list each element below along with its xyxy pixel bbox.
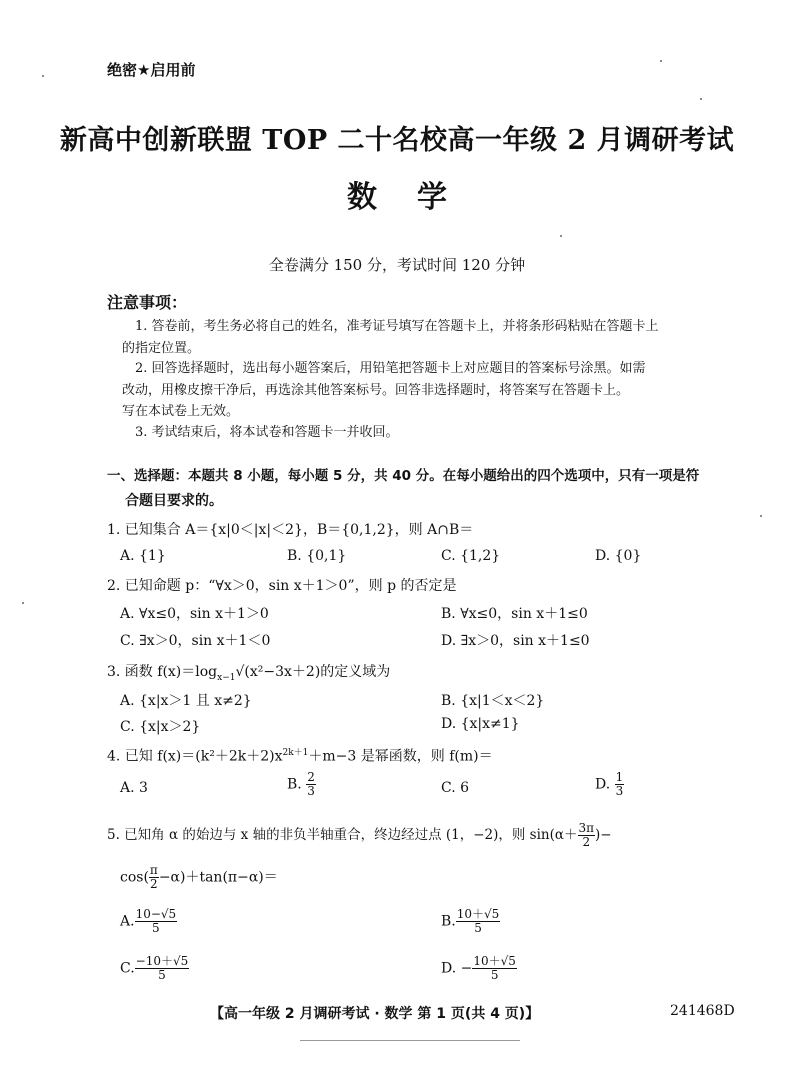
confidential-label: 绝密★启用前 bbox=[107, 61, 196, 79]
question-4-option-b-label: B. bbox=[287, 776, 302, 793]
exam-title: 新高中创新联盟 TOP 二十名校高一年级 2 月调研考试 bbox=[59, 125, 735, 156]
fraction-numerator: 1 bbox=[615, 770, 624, 784]
notice-line-6: 3. 考试结束后，将本试卷和答题卡一并收回。 bbox=[135, 425, 399, 440]
question-1-option-c: C. {1,2} bbox=[441, 548, 501, 564]
question-5-stem-line-2-b: −α)＋tan(π−α)＝ bbox=[158, 869, 278, 886]
question-5-stem-line-2-a: cos( bbox=[120, 869, 149, 886]
fraction-numerator: −10＋√5 bbox=[135, 954, 189, 968]
fraction-numerator: 10−√5 bbox=[135, 907, 177, 921]
question-3-option-c: C. {x|x＞2} bbox=[120, 719, 201, 735]
page-footer: 【高一年级 2 月调研考试 · 数学 第 1 页(共 4 页)】 bbox=[210, 1006, 540, 1022]
question-4-option-b bbox=[287, 771, 316, 798]
notice-line-3: 2. 回答选择题时，选出每小题答案后，用铅笔把答题卡上对应题目的答案标号涂黑。如需 bbox=[135, 361, 646, 376]
question-2-option-d: D. ∃x＞0，sin x＋1≤0 bbox=[441, 633, 590, 649]
section-heading-line-1: 一、选择题：本题共 8 小题，每小题 5 分，共 40 分。在每小题给出的四个选项中，只有一项是符 bbox=[107, 468, 700, 484]
fraction-numerator: π bbox=[149, 863, 158, 877]
question-4-option-d-fraction bbox=[615, 771, 625, 798]
question-5-stem-fraction-1 bbox=[578, 822, 596, 849]
fraction-numerator: 10＋√5 bbox=[456, 907, 500, 921]
section-heading bbox=[107, 464, 739, 514]
scan-speck bbox=[760, 515, 762, 517]
question-4-stem-b: ＋m−3 是幂函数，则 f(m)＝ bbox=[308, 748, 493, 765]
question-3-stem-c: 的定义域为 bbox=[320, 664, 391, 680]
notice-line-1: 1. 答卷前，考生务必将自己的姓名，准考证号填写在答题卡上，并将条形码粘贴在答题卡上 bbox=[135, 319, 659, 334]
question-4-option-a: A. 3 bbox=[120, 780, 148, 796]
fraction-denominator: 2 bbox=[582, 835, 591, 849]
notice-line-5: 写在本试卷上无效。 bbox=[122, 404, 240, 419]
question-3-option-b: B. {x|1＜x＜2} bbox=[441, 693, 545, 709]
question-1-stem: 1. 已知集合 A＝{x|0＜|x|＜2}，B＝{0,1,2}，则 A∩B＝ bbox=[107, 522, 474, 538]
paper-code: 241468D bbox=[670, 1003, 735, 1019]
question-5-option-c-fraction bbox=[135, 955, 190, 982]
question-5-option-a bbox=[120, 908, 177, 935]
question-4-stem bbox=[107, 745, 493, 766]
question-5-option-d-label: D. − bbox=[441, 960, 473, 977]
fraction-denominator: 3 bbox=[307, 784, 315, 798]
footer-rule bbox=[300, 1040, 520, 1041]
notice-line-2: 的指定位置。 bbox=[122, 341, 201, 356]
question-5-option-a-label: A. bbox=[120, 913, 135, 930]
question-1-option-d: D. {0} bbox=[595, 548, 642, 564]
question-5-stem-fraction-2 bbox=[149, 864, 159, 891]
fraction-denominator: 5 bbox=[474, 921, 482, 935]
fraction-numerator: 2 bbox=[307, 770, 315, 784]
scan-speck bbox=[22, 602, 24, 604]
question-2-option-b: B. ∀x≤0，sin x＋1≤0 bbox=[441, 606, 588, 622]
scan-speck bbox=[42, 75, 44, 77]
question-4-exponent: 2k＋1 bbox=[282, 748, 309, 758]
section-heading-line-2: 合题目要求的。 bbox=[125, 493, 223, 509]
fraction-denominator: 5 bbox=[490, 968, 499, 982]
question-3-stem-a: 3. 函数 f(x)＝log bbox=[107, 664, 218, 680]
question-4-option-d-label: D. bbox=[595, 776, 611, 793]
question-1-option-a: A. {1} bbox=[120, 548, 166, 564]
exam-info: 全卷满分 150 分，考试时间 120 分钟 bbox=[268, 256, 526, 274]
question-5-option-a-fraction bbox=[135, 908, 178, 935]
scan-speck bbox=[560, 235, 562, 237]
question-4-option-c: C. 6 bbox=[441, 780, 470, 796]
question-4-option-b-fraction bbox=[306, 771, 316, 798]
question-2-option-c: C. ∃x＞0，sin x＋1＜0 bbox=[120, 633, 271, 649]
question-3-option-a: A. {x|x＞1 且 x≠2} bbox=[120, 693, 252, 709]
question-3-radical: √(x²−3x＋2) bbox=[235, 664, 321, 680]
subject-title: 数学 bbox=[347, 180, 487, 215]
question-5-option-d bbox=[441, 955, 517, 982]
question-5-option-c bbox=[120, 955, 189, 982]
question-5-option-b bbox=[441, 908, 500, 935]
fraction-denominator: 3 bbox=[615, 784, 624, 798]
fraction-denominator: 2 bbox=[150, 877, 158, 891]
question-5-stem-line-1-a: 5. 已知角 α 的始边与 x 轴的非负半轴重合，终边经过点 (1，−2)，则 sin(α＋ bbox=[107, 827, 578, 843]
question-5-stem-line-1-b: )− bbox=[595, 827, 612, 843]
question-2-option-a: A. ∀x≤0，sin x＋1＞0 bbox=[120, 606, 269, 622]
question-5-option-d-fraction bbox=[472, 955, 517, 982]
question-5-option-b-fraction bbox=[456, 908, 501, 935]
question-5-stem-line-2 bbox=[120, 864, 278, 891]
question-5-option-b-label: B. bbox=[441, 913, 456, 930]
question-1-option-b: B. {0,1} bbox=[287, 548, 347, 564]
notice-title: 注意事项： bbox=[107, 293, 188, 312]
scan-speck bbox=[660, 60, 662, 62]
question-3-option-d: D. {x|x≠1} bbox=[441, 716, 520, 732]
fraction-numerator: 10＋√5 bbox=[473, 954, 516, 968]
question-5-stem-line-1 bbox=[107, 822, 612, 849]
question-4-option-d bbox=[595, 771, 624, 798]
scan-speck bbox=[700, 98, 702, 100]
question-5-option-c-label: C. bbox=[120, 960, 135, 977]
fraction-denominator: 5 bbox=[152, 921, 160, 935]
fraction-numerator: 3π bbox=[578, 821, 595, 835]
question-4-stem-a: 4. 已知 f(x)＝(k²＋2k＋2)x bbox=[107, 748, 283, 765]
notice-line-4: 改动，用橡皮擦干净后，再选涂其他答案标号。回答非选择题时，将答案写在答题卡上。 bbox=[122, 383, 630, 398]
question-2-stem: 2. 已知命题 p：“∀x＞0，sin x＋1＞0”，则 p 的否定是 bbox=[107, 578, 457, 594]
question-3-stem bbox=[107, 661, 390, 683]
fraction-denominator: 5 bbox=[158, 968, 166, 982]
question-3-log-base: x−1 bbox=[217, 672, 236, 683]
